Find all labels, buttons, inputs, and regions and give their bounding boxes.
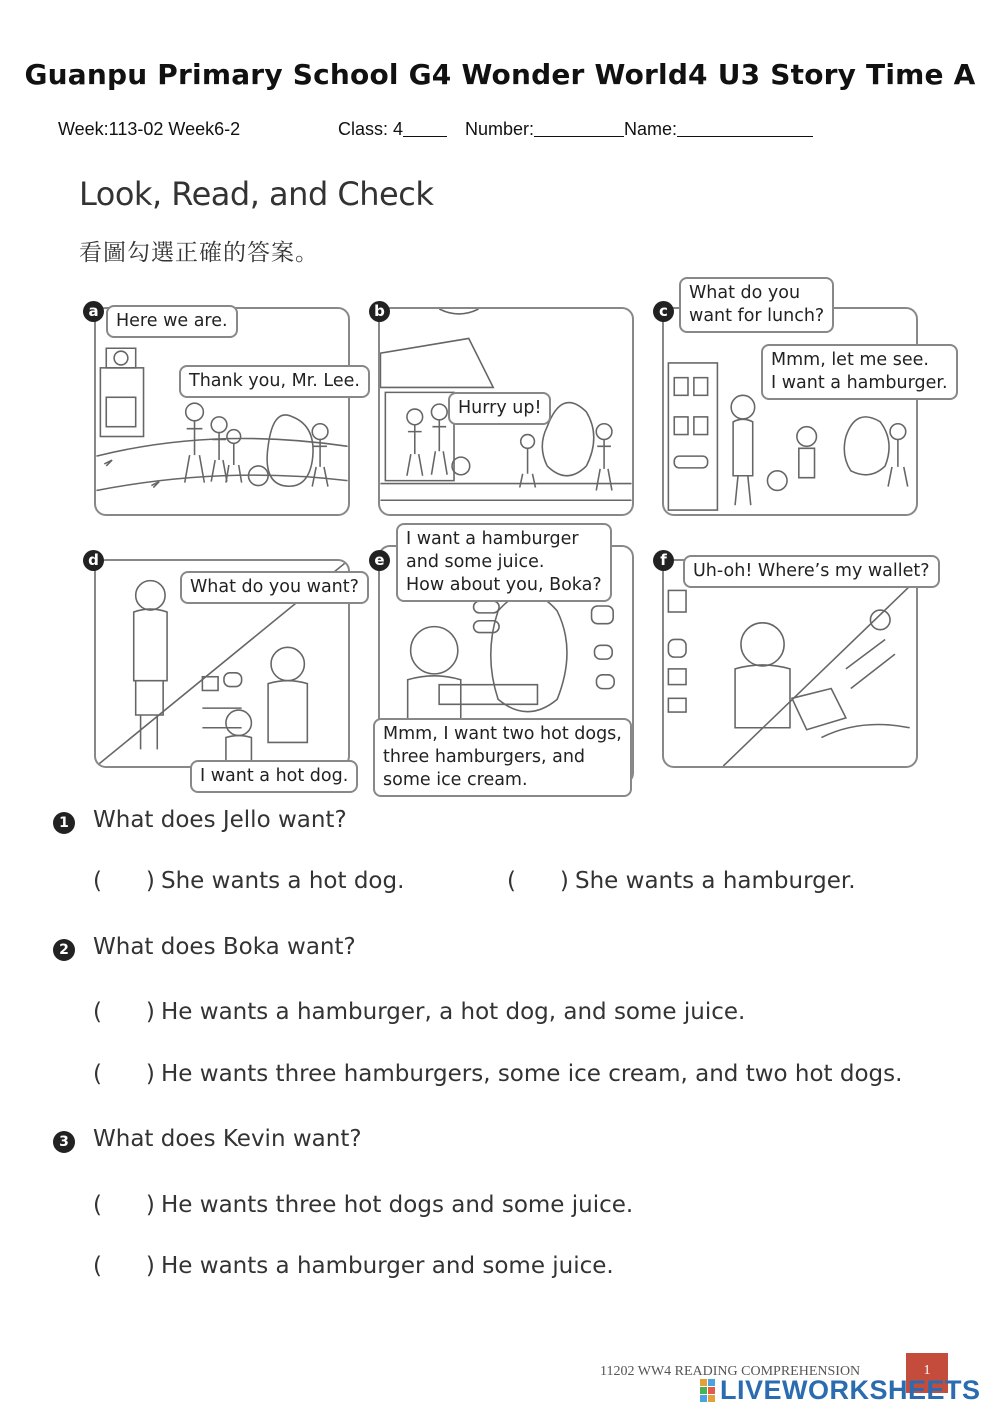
bubble-line: want for lunch? [689, 306, 825, 326]
panel-a-badge: a [83, 301, 104, 322]
question-number: 1 [53, 812, 75, 834]
section-instruction: 看圖勾選正確的答案。 [79, 240, 319, 266]
comic-panel-f [662, 559, 918, 768]
option-text: He wants a hamburger, a hot dog, and some juice. [161, 999, 746, 1025]
checkbox-parens[interactable]: ( ) [93, 1061, 155, 1087]
answer-option[interactable] [93, 868, 404, 894]
speech-bubble: Here we are. [106, 305, 238, 338]
bubble-line: What do you [689, 283, 801, 303]
option-text: He wants three hamburgers, some ice cream, and two hot dogs. [161, 1061, 903, 1087]
speech-bubble: What do you want? [180, 571, 369, 604]
liveworksheets-brand[interactable]: LIVEWORKSHEETS [720, 1375, 981, 1405]
checkbox-parens[interactable]: ( ) [93, 1253, 155, 1279]
panel-d-badge: d [83, 550, 104, 571]
panel-b-badge: b [369, 301, 390, 322]
speech-bubble [679, 277, 834, 333]
bubble-line: Mmm, let me see. [771, 350, 929, 370]
question-text: What does Kevin want? [93, 1126, 362, 1152]
option-text: She wants a hot dog. [161, 868, 405, 894]
footer-code: 11202 WW4 READING COMPREHENSION [600, 1364, 861, 1379]
question-text: What does Jello want? [93, 807, 347, 833]
speech-bubble [761, 344, 958, 400]
class-label: Class: 4 [338, 119, 404, 139]
answer-option[interactable] [93, 1253, 614, 1279]
panel-a-illustration [96, 309, 348, 514]
question-text: What does Boka want? [93, 934, 356, 960]
question-number: 3 [53, 1131, 75, 1153]
speech-bubble: Thank you, Mr. Lee. [179, 365, 370, 398]
worksheet-title: Guanpu Primary School G4 Wonder World4 U3 Story Time A [24, 58, 976, 91]
comic-panel-c [662, 307, 918, 516]
panel-c-badge: c [653, 301, 674, 322]
speech-bubble: Uh-oh! Where’s my wallet? [683, 555, 940, 588]
section-heading: Look, Read, and Check [79, 175, 434, 213]
bubble-line: and some juice. [406, 552, 545, 572]
panel-c-illustration [664, 309, 916, 514]
page-number: 1 [906, 1353, 948, 1393]
speech-bubble [373, 718, 632, 797]
bubble-line: some ice cream. [383, 770, 528, 790]
number-label: Number: [465, 119, 535, 139]
answer-option[interactable] [93, 1061, 902, 1087]
number-field [465, 119, 813, 140]
bubble-line: How about you, Boka? [406, 575, 602, 595]
comic-panel-a [94, 307, 350, 516]
bubble-line: I want a hamburger [406, 529, 579, 549]
checkbox-parens[interactable]: ( ) [507, 868, 569, 894]
question-number: 2 [53, 939, 75, 961]
speech-bubble [396, 523, 612, 602]
option-text: She wants a hamburger. [575, 868, 856, 894]
panel-f-badge: f [653, 550, 674, 571]
checkbox-parens[interactable]: ( ) [93, 1192, 155, 1218]
bubble-line: Mmm, I want two hot dogs, [383, 724, 622, 744]
speech-bubble: Hurry up! [448, 392, 551, 425]
speech-bubble: I want a hot dog. [190, 760, 358, 793]
week-label: Week:113-02 Week6-2 [58, 119, 241, 139]
bubble-line: I want a hamburger. [771, 373, 948, 393]
class-blank[interactable] [403, 120, 447, 137]
name-label: Name: [624, 119, 678, 139]
liveworksheets-logo-icon [700, 1379, 716, 1403]
answer-option[interactable] [507, 868, 856, 894]
option-text: He wants a hamburger and some juice. [161, 1253, 614, 1279]
answer-option[interactable] [93, 999, 745, 1025]
class-field [338, 119, 447, 140]
option-text: He wants three hot dogs and some juice. [161, 1192, 634, 1218]
answer-option[interactable] [93, 1192, 633, 1218]
name-blank[interactable] [677, 120, 813, 137]
panel-e-badge: e [369, 550, 390, 571]
checkbox-parens[interactable]: ( ) [93, 999, 155, 1025]
checkbox-parens[interactable]: ( ) [93, 868, 155, 894]
panel-f-illustration [664, 561, 916, 766]
number-blank[interactable] [534, 120, 624, 137]
bubble-line: three hamburgers, and [383, 747, 586, 767]
